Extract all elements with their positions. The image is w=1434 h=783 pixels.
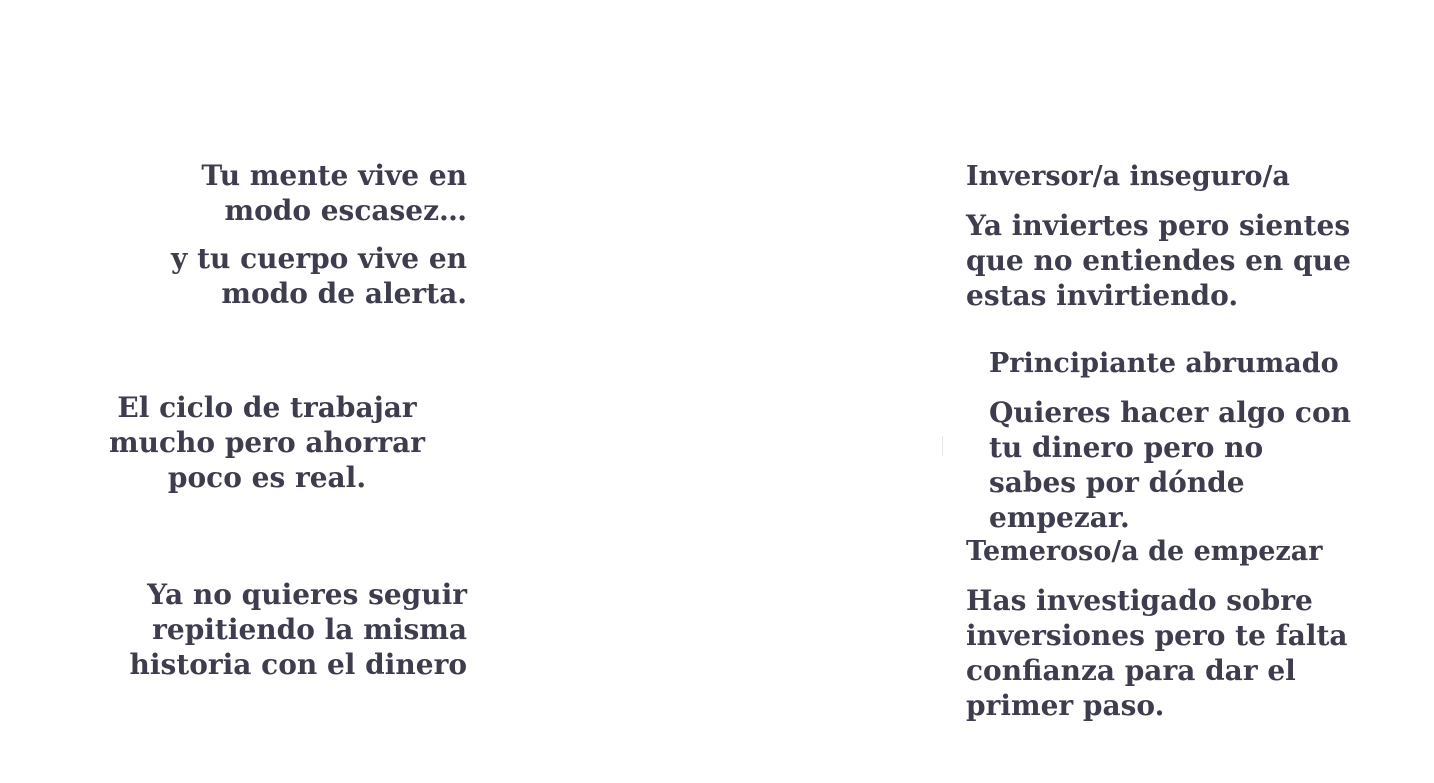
work-save-cycle-block: [88, 390, 446, 495]
scarcity-mind-text: Tu mente vive en modo escasez…: [201, 159, 467, 227]
profile-title: Inversor/a inseguro/a: [966, 161, 1290, 192]
profile-afraid-to-start: [966, 535, 1366, 723]
divider-line: [942, 436, 943, 456]
work-save-cycle-text: El ciclo de trabajar mucho pero ahorrar poco es real.: [109, 391, 425, 494]
profile-description: Has investigado sobre inversiones pero te falta confianza para dar el primer paso.: [966, 584, 1348, 722]
alert-body-text: y tu cuerpo vive en modo de alerta.: [171, 242, 467, 310]
profile-overwhelmed-beginner: [989, 347, 1359, 535]
repeat-story-block: [72, 577, 467, 682]
repeat-story-text: Ya no quieres seguir repitiendo la misma historia con el dinero: [129, 578, 467, 681]
profile-insecure-investor: [966, 160, 1366, 313]
scarcity-mindset-block: [82, 158, 467, 311]
profile-title: Principiante abrumado: [989, 348, 1339, 379]
profile-description: Quieres hacer algo con tu dinero pero no sabes por dónde empezar.: [989, 396, 1352, 534]
profile-description: Ya inviertes pero sientes que no entiendes en que estas invirtiendo.: [966, 209, 1351, 312]
profile-title: Temeroso/a de empezar: [966, 536, 1323, 567]
